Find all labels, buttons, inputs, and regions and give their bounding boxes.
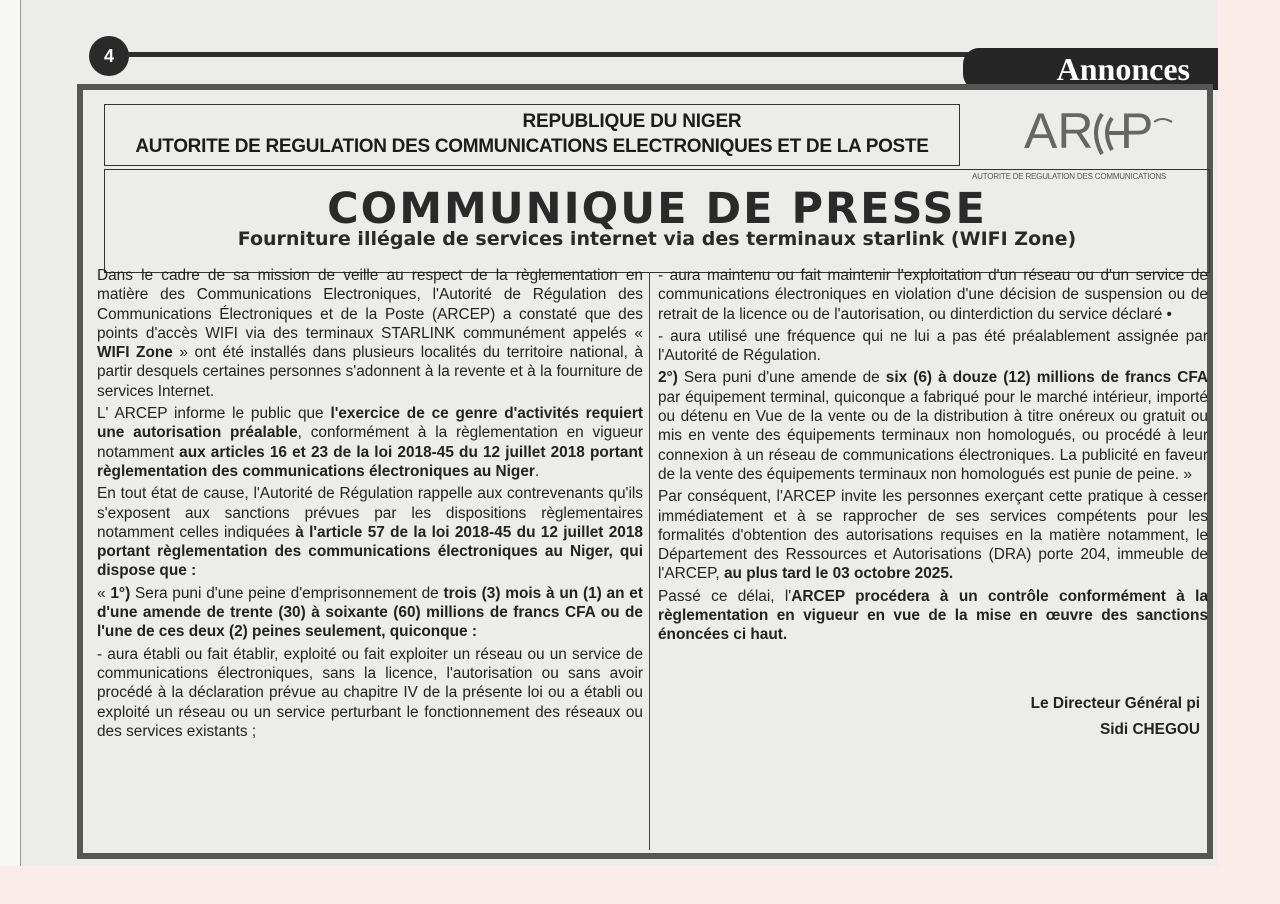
logo-caption: AUTORITE DE REGULATION DES COMMUNICATIONS xyxy=(972,172,1167,181)
page-number-badge: 4 xyxy=(89,36,129,76)
paragraph-intro: Dans le cadre de sa mission de veille au respect de la règlementation en matière des Communications Electroniques, l'Autorité de Régulation des Communications Électroniques et de la Poste (ARCEP) a constaté que des points d'accès WIFI via des terminaux STARLINK communément appelés « WIFI Zone » ont été installés dans plusieurs localités du territoire national, à partir desquels certaines personnes s'adonnent à la revente et à la fourniture de services Internet. xyxy=(97,267,643,400)
paragraph-offense-3: - aura utilisé une fréquence qui ne lui a pas été préalablement assignée par l'Autorité de Régulation. xyxy=(658,327,1208,365)
signature-block xyxy=(658,691,1208,743)
page-subtitle: Fourniture illégale de services internet via des terminaux starlink (WIFI Zone) xyxy=(237,228,1077,250)
paragraph-offense-1: - aura établi ou fait établir, exploité ou fait exploiter un réseau ou un service de communications électroniques, sans la licence, l'autorisation ou sans avoir procédé à la déclaration prévue au chapitre IV de la présente loi ou a établi ou exploité un réseau ou un service perturbant le fonctionnement des réseaux ou des services existants ; xyxy=(97,645,643,740)
paragraph-article-1: « 1°) Sera puni d'une peine d'emprisonnement de trois (3) mois à un (1) an et d'une amende de trente (30) à soixante (60) millions de francs CFA ou de l'une de ces deux (2) peines seulement, quiconque : xyxy=(97,584,643,641)
left-column xyxy=(97,266,643,744)
paragraph-article-2: 2°) Sera puni d'une amende de six (6) à douze (12) millions de francs CFA par équipement terminal, quiconque a fabriqué pour le marché intérieur, importé ou détenu en Vue de la vente ou de la distribution à titre onéreux ou gratuit ou mis en vente des équipements terminaux non homologués, ou procédé à leur connexion à un réseau de communications électroniques. La publicité en faveur de la vente des équipements terminaux non homologués est punie de peine. » xyxy=(658,369,1208,483)
paragraph-offense-2: - aura maintenu ou fait maintenir l'exploitation d'un réseau ou d'un service de communications électroniques en violation d'une décision de suspension ou de retrait de la licence ou de l'autorisation, ou dinterdiction du service déclaré • xyxy=(658,267,1208,323)
svg-text:P: P xyxy=(1120,103,1154,159)
arcep-logo-icon xyxy=(1020,100,1210,170)
page-fold-edge xyxy=(0,0,21,866)
header-rule xyxy=(128,52,968,57)
column-divider xyxy=(649,272,650,850)
paragraph-sanctions: En tout état de cause, l'Autorité de Régulation rappelle aux contrevenants qu'ils s'exposent aux sanctions prévues par les dispositions règlementaires notamment celles indiquées à l'article 57 de la loi 2018-45 du 12 juillet 2018 portant règlementation des communications électroniques au Niger, qui dispose que : xyxy=(97,485,643,580)
page-title: COMMUNIQUE DE PRESSE xyxy=(327,184,987,234)
issuer-header xyxy=(104,104,960,166)
right-column xyxy=(658,266,1208,743)
paragraph-deadline: Passé ce délai, l'ARCEP procédera à un contrôle conformément à la règlementation en vigueur en vue de la mise en œuvre des sanctions énoncées ci haut. xyxy=(658,587,1209,644)
signatory-title: Le Directeur Général pi xyxy=(1030,694,1200,712)
signatory-name: Sidi CHEGOU xyxy=(1099,720,1200,738)
title-box xyxy=(104,169,1210,273)
authority-name: AUTORITE DE REGULATION DES COMMUNICATIONS ELECTRONIQUES ET DE LA POSTE xyxy=(135,136,929,157)
country-name: REPUBLIQUE DU NIGER xyxy=(522,111,742,132)
paragraph-invitation: Par conséquent, l'ARCEP invite les personnes exerçant cette pratique à cesser immédiatement et à se rapprocher de ses services compétents pour les formalités d'obtention des autorisations requises en la matière notamment, le Département des Ressources et Autorisations (DRA) porte 204, immeuble de l'ARCEP, au plus tard le 03 octobre 2025. xyxy=(658,488,1208,583)
svg-text:AR: AR xyxy=(1024,103,1094,159)
paragraph-authorization: L' ARCEP informe le public que l'exercice de ce genre d'activités requiert une autorisation préalable, conformément à la règlementation en vigueur notamment aux articles 16 et 23 de la loi 2018-45 du 12 juillet 2018 portant règlementation des communications électroniques au Niger. xyxy=(97,405,643,480)
section-label: Annonces xyxy=(963,48,1218,90)
